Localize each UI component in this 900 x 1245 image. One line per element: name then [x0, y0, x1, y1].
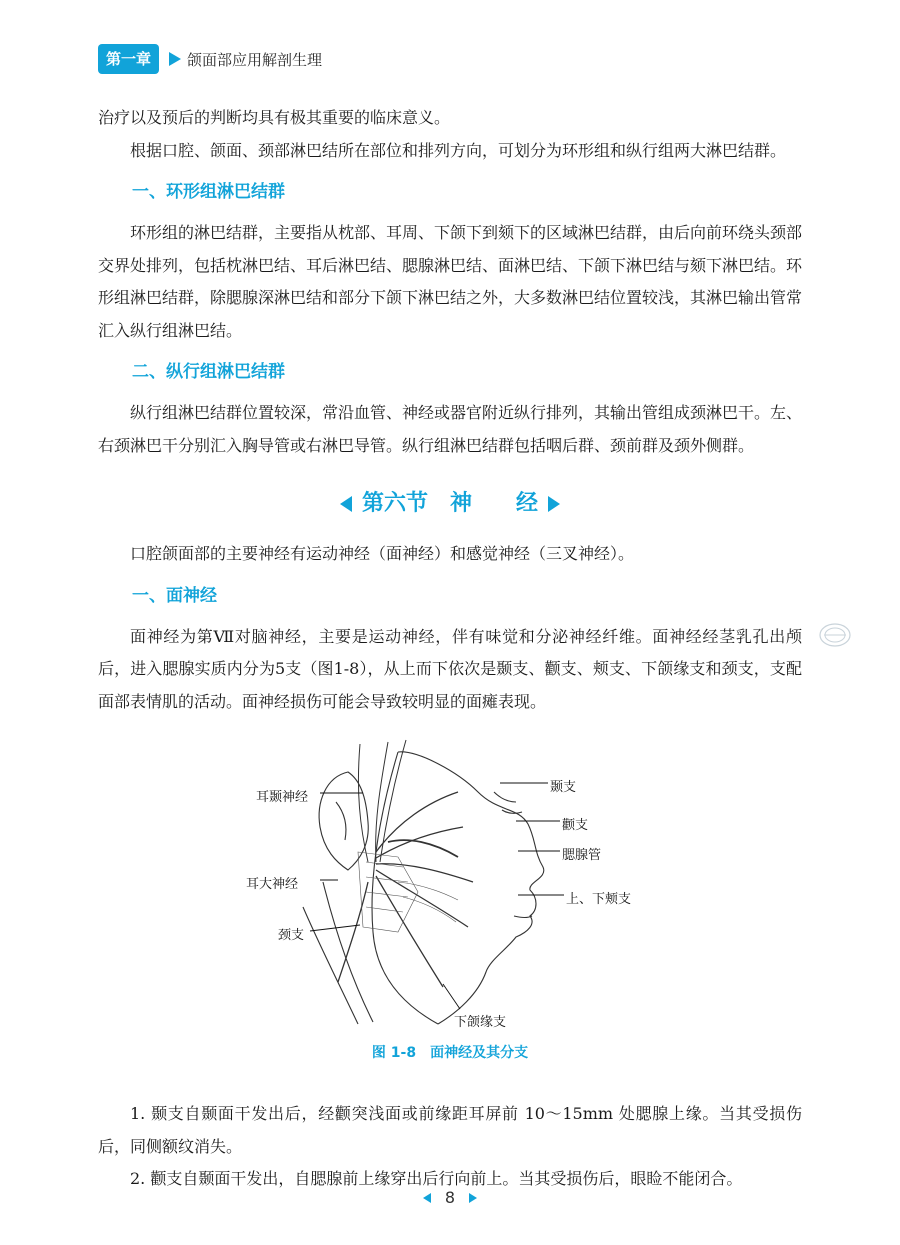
label-ear-temporal-nerve: 耳颞神经: [256, 790, 309, 805]
prev-page-icon: [423, 1193, 431, 1203]
next-page-icon: [469, 1193, 477, 1203]
chapter-header: [98, 44, 322, 74]
page-number: 8: [444, 1188, 456, 1207]
label-mandibular-branch: 下颌缘支: [454, 1015, 507, 1030]
paragraph: 根据口腔、颌面、颈部淋巴结所在部位和排列方向，可划分为环形组和纵行组两大淋巴结群。: [130, 140, 787, 160]
page-content: [98, 102, 802, 1196]
paragraph: 纵行组淋巴结群位置较深，常沿血管、神经或器官附近纵行排列，其输出管组成颈淋巴干。左、右颈淋巴干分别汇入胸导管或右淋巴导管。纵行组淋巴结群包括咽后群、颈前群及颈外侧群。: [98, 403, 803, 455]
left-triangle-icon: [340, 496, 352, 512]
label-buccal-branches: 上、下颊支: [566, 892, 632, 907]
label-great-auricular-nerve: 耳大神经: [246, 877, 299, 892]
paragraph: 2. 颧支自颞面干发出，自腮腺前上缘穿出后行向前上。当其受损伤后，眼睑不能闭合。: [130, 1169, 743, 1188]
watermark-stamp-icon: [818, 622, 852, 648]
facial-nerve-figure: [98, 732, 802, 1072]
section-title: [98, 484, 802, 524]
label-zygomatic-branch: 颧支: [562, 818, 589, 833]
label-temporal-branch: 颞支: [550, 780, 577, 795]
section-heading: 一、环形组淋巴结群: [132, 182, 285, 202]
section-heading: 二、纵行组淋巴结群: [132, 362, 285, 382]
label-cervical-branch: 颈支: [278, 928, 305, 943]
paragraph: 环形组的淋巴结群，主要指从枕部、耳周、下颌下到颏下的区域淋巴结群，由后向前环绕头颈部交界处排列，包括枕淋巴结、耳后淋巴结、腮腺淋巴结、面淋巴结、下颌下淋巴结与颏下淋巴结。环形组淋巴结群，除腮腺深淋巴结和部分下颌下淋巴结之外，大多数淋巴结位置较浅，其淋巴输出管常汇入纵行组淋巴结。: [98, 223, 803, 340]
label-parotid-duct: 腮腺管: [562, 848, 602, 863]
chapter-badge: 第一章: [98, 44, 159, 74]
paragraph: 治疗以及预后的判断均具有极其重要的临床意义。: [98, 108, 451, 127]
paragraph: 面神经为第Ⅶ对脑神经，主要是运动神经，伴有味觉和分泌神经纤维。面神经经茎乳孔出颅后，进入腮腺实质内分为5支（图1-8），从上而下依次是颞支、颧支、颊支、下颌缘支和颈支，支配面部表情肌的活动。面神经损伤可能会导致较明显的面瘫表现。: [98, 626, 802, 711]
play-triangle-icon: [169, 52, 181, 66]
label-leaders: [98, 732, 802, 1032]
page-footer: [0, 1188, 900, 1207]
figure-caption: 图 1-8 面神经及其分支: [371, 1045, 529, 1061]
section-title-text: 第六节 神 经: [361, 491, 538, 516]
chapter-subtitle: 颌面部应用解剖生理: [187, 50, 323, 69]
right-triangle-icon: [548, 496, 560, 512]
section-heading: 一、面神经: [132, 585, 217, 606]
paragraph: 口腔颌面部的主要神经有运动神经（面神经）和感觉神经（三叉神经）。: [130, 544, 635, 563]
paragraph: 1. 颞支自颞面干发出后，经颧突浅面或前缘距耳屏前 10～15mm 处腮腺上缘。当其受损伤后，同侧额纹消失。: [98, 1104, 802, 1156]
